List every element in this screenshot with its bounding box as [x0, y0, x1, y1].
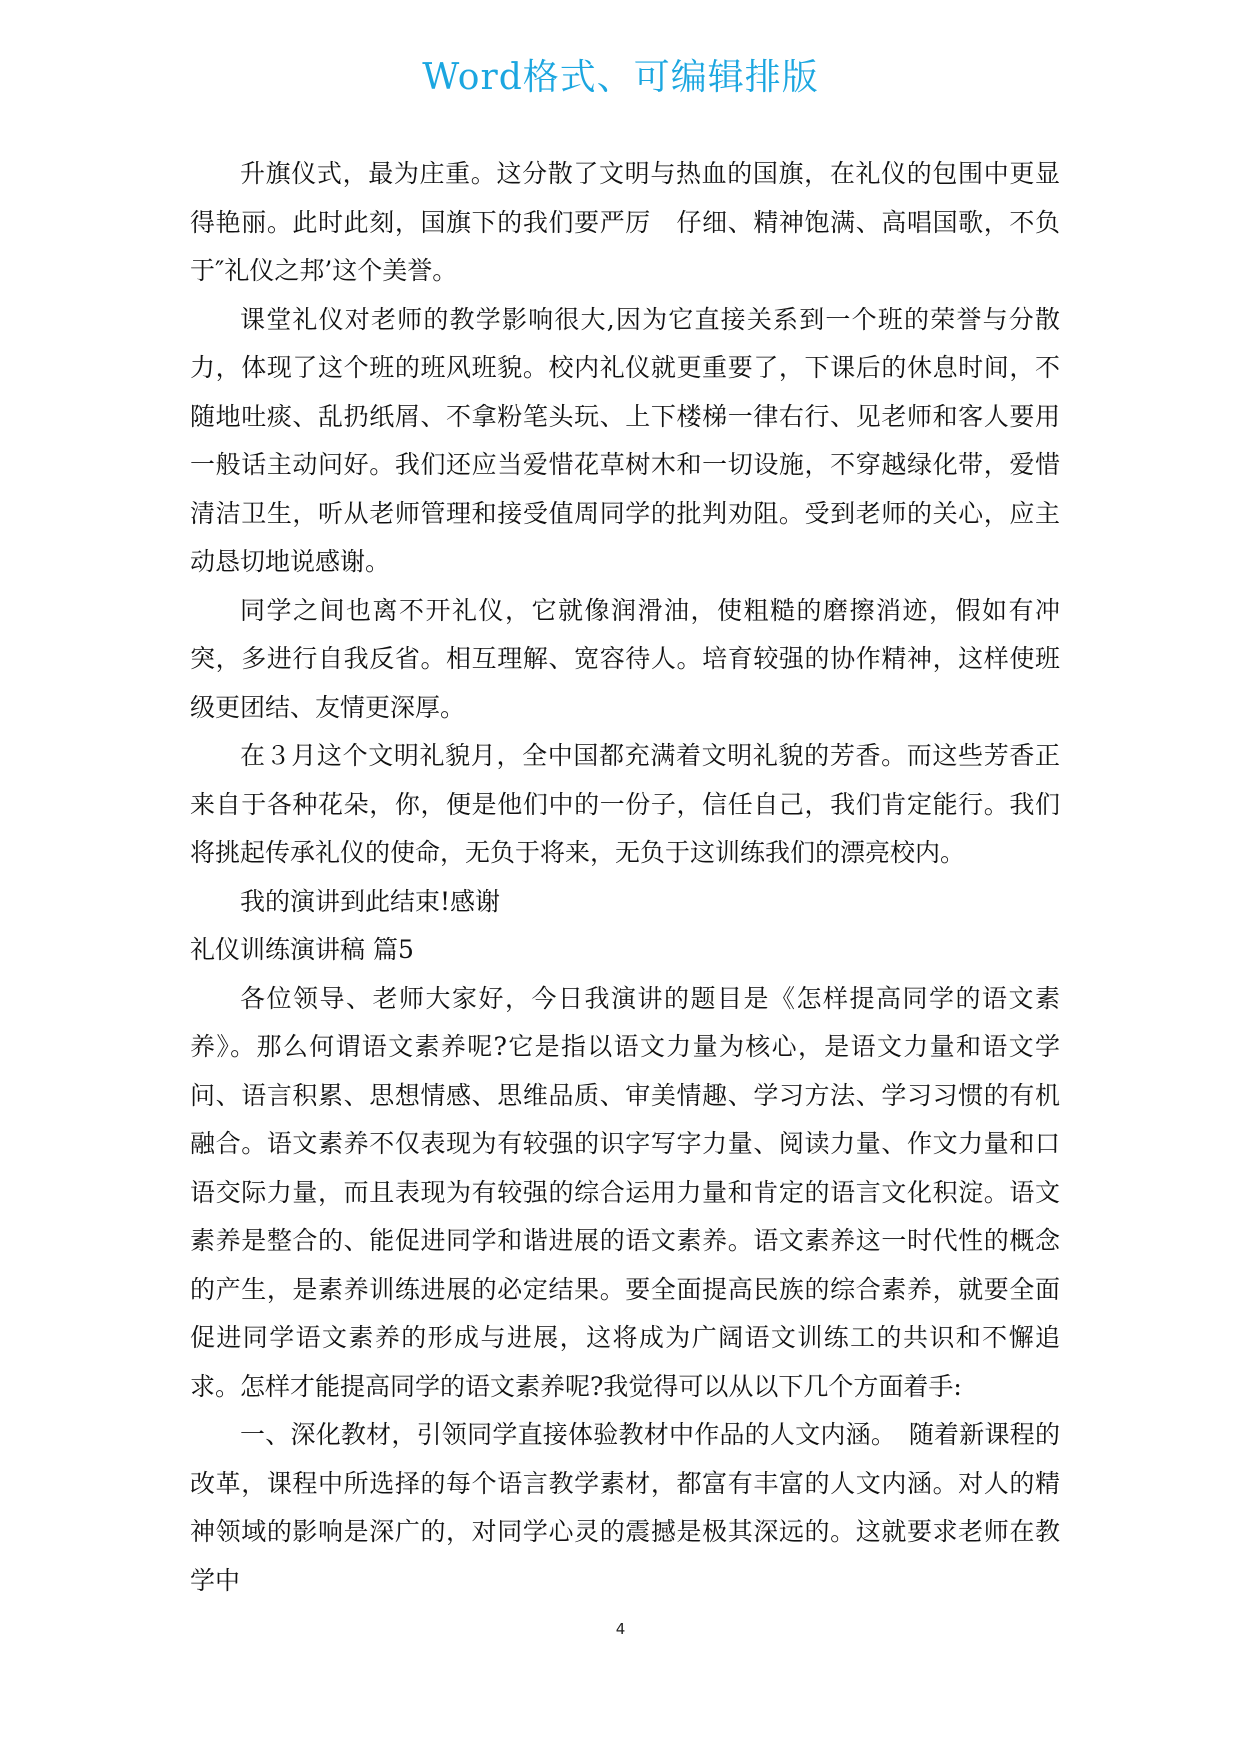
paragraph: 升旗仪式，最为庄重。这分散了文明与热血的国旗，在礼仪的包围中更显得艳丽。此时此刻，国旗下的我们要严厉 仔细、精神饱满、高唱国歌，不负于″礼仪之邦’这个美誉。: [190, 159, 1060, 285]
section-heading: 礼仪训练演讲稿 篇5: [190, 935, 414, 964]
paragraph-closing: 我的演讲到此结束!感谢: [240, 886, 501, 916]
header-title: Word格式、可编辑排版: [422, 57, 819, 98]
paragraph: 同学之间也离不开礼仪，它就像润滑油，使粗糙的磨擦消迹，假如有冲突，多进行自我反省。相互理解、宽容待人。培育较强的协作精神，这样使班级更团结、友情更深厚。: [190, 595, 1060, 722]
paragraph: 在３月这个文明礼貌月，全中国都充满着文明礼貌的芳香。而这些芳香正来自于各种花朵，你，便是他们中的一份子，信任自己，我们肯定能行。我们将挑起传承礼仪的使命，无负于将来，无负于这训练我们的漂亮校内。: [190, 741, 1060, 867]
paragraph: 一、深化教材，引领同学直接体验教材中作品的人文内涵。 随着新课程的改革，课程中所选择的每个语言教学素材，都富有丰富的人文内涵。对人的精神领域的影响是深广的，对同学心灵的震撼是极其深远的。这就要求老师在教学中: [190, 1420, 1060, 1595]
page-number: 4: [615, 1620, 626, 1638]
paragraph: 课堂礼仪对老师的教学影响很大,因为它直接关系到一个班的荣誉与分散力，体现了这个班的班风班貌。校内礼仪就更重要了，下课后的休息时间，不随地吐痰、乱扔纸屑、不拿粉笔头玩、上下楼梯一律右行、见老师和客人要用一般话主动问好。我们还应当爱惜花草树木和一切设施，不穿越绿化带，爱惜清洁卫生，听从老师管理和接受值周同学的批判劝阻。受到老师的关心，应主动恳切地说感谢。: [190, 304, 1060, 576]
document-body: [190, 150, 1060, 1605]
paragraph: 各位领导、老师大家好，今日我演讲的题目是《怎样提高同学的语文素养》。那么何谓语文素养呢?它是指以语文力量为核心，是语文力量和语文学问、语言积累、思想情感、思维品质、审美情趣、学习方法、学习习惯的有机融合。语文素养不仅表现为有较强的识字写字力量、阅读力量、作文力量和口语交际力量，而且表现为有较强的综合运用力量和肯定的语言文化积淀。语文素养是整合的、能促进同学和谐进展的语文素养。语文素养这一时代性的概念的产生，是素养训练进展的必定结果。要全面提高民族的综合素养，就要全面促进同学语文素养的形成与进展，这将成为广阔语文训练工的共识和不懈追求。怎样才能提高同学的语文素养呢?我觉得可以从以下几个方面着手:: [190, 983, 1060, 1401]
